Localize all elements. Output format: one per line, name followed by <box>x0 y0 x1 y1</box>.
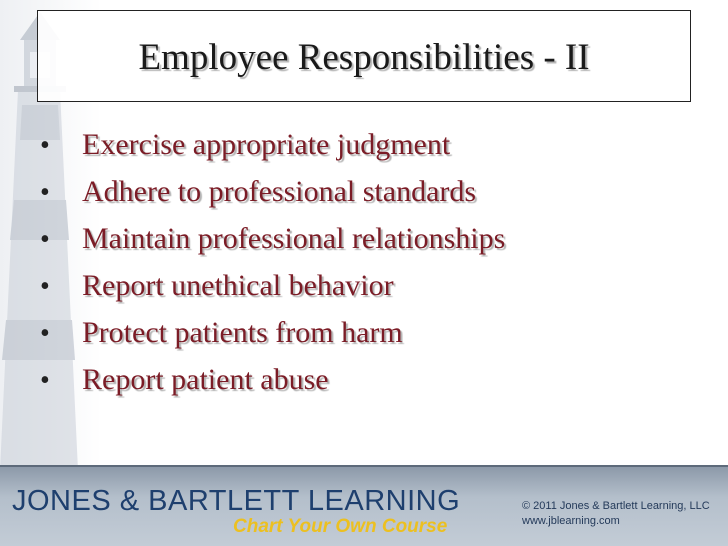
bullet-text: Adhere to professional standards <box>82 175 477 208</box>
bullet-dot-icon: • <box>40 318 50 349</box>
bullet-dot-icon: • <box>40 365 50 396</box>
publisher-tagline: Chart Your Own Course <box>233 516 448 537</box>
bullet-item <box>40 175 505 222</box>
title-box <box>37 10 691 102</box>
footer-divider <box>0 465 728 467</box>
bullet-item <box>40 269 505 316</box>
bullet-dot-icon: • <box>40 271 50 302</box>
slide-title: Employee Responsibilities - II <box>138 36 590 78</box>
bullet-text: Report patient abuse <box>82 363 329 396</box>
footer-banner <box>0 465 728 546</box>
bullet-text: Protect patients from harm <box>82 316 403 349</box>
bullet-text: Report unethical behavior <box>82 269 394 302</box>
publisher-url: www.jblearning.com <box>522 515 620 527</box>
copyright-text: © 2011 Jones & Bartlett Learning, LLC <box>522 500 710 512</box>
bullet-dot-icon: • <box>40 130 50 161</box>
bullet-text: Maintain professional relationships <box>82 222 506 255</box>
bullet-list <box>40 128 505 410</box>
bullet-item <box>40 128 505 175</box>
bullet-text: Exercise appropriate judgment <box>82 128 451 161</box>
bullet-item <box>40 316 505 363</box>
bullet-item <box>40 363 505 410</box>
bullet-item <box>40 222 505 269</box>
bullet-dot-icon: • <box>40 177 50 208</box>
bullet-dot-icon: • <box>40 224 50 255</box>
copyright-block <box>522 499 710 529</box>
publisher-logo: JONES & BARTLETT LEARNING <box>12 485 461 517</box>
